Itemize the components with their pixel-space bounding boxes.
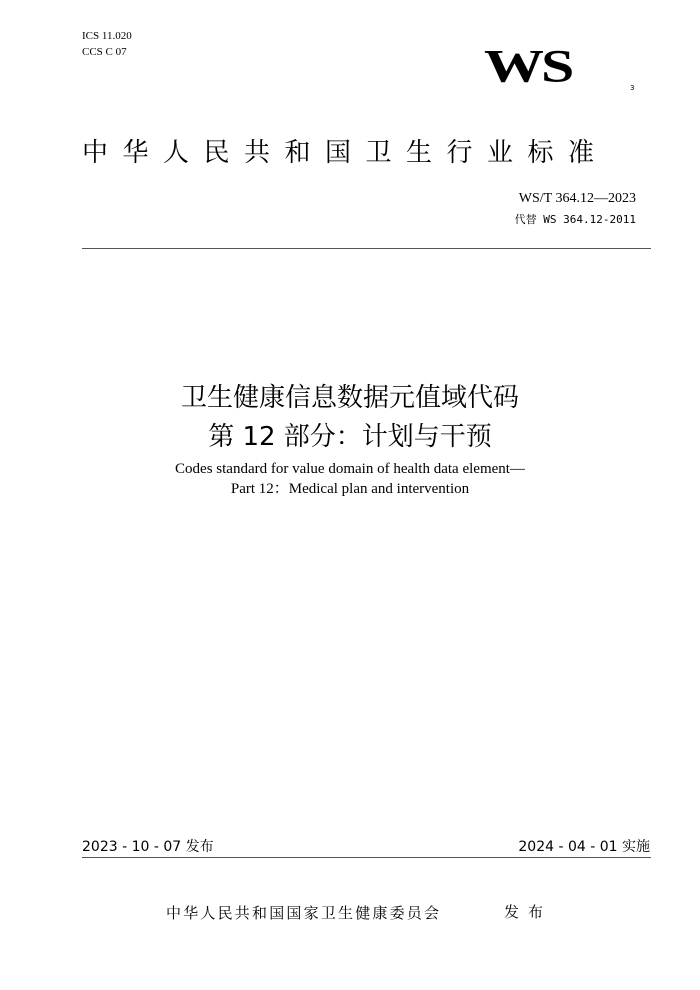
standard-number: WS/T 364.12—2023 — [518, 191, 636, 206]
document-title-en-line1: Codes standard for value domain of health data element— — [175, 461, 525, 477]
document-title-cn-line2: 第 12 部分：计划与干预 — [208, 422, 492, 452]
footer-divider — [82, 857, 651, 858]
replaces-note: 代替 WS 364.12-2011 — [514, 213, 636, 226]
classification-codes — [82, 28, 132, 60]
ws-logo-mark: WS — [484, 40, 572, 92]
document-title-en-line2: Part 12：Medical plan and intervention — [230, 481, 470, 497]
ccs-code: CCS C 07 — [82, 46, 127, 58]
ws-logo — [484, 40, 635, 100]
ics-code: ICS 11.020 — [82, 30, 132, 42]
document-title-cn-line1: 卫生健康信息数据元值域代码 — [180, 383, 519, 413]
publication-date: 2023 - 10 - 07 发布 — [82, 839, 214, 855]
header-divider — [82, 248, 651, 249]
standard-type-heading: 中华人民共和国卫生行业标准 — [82, 138, 609, 168]
issue-label: 发布 — [504, 903, 553, 921]
implementation-date: 2024 - 04 - 01 实施 — [518, 839, 650, 855]
ws-logo-superscript: 3 — [630, 84, 635, 92]
issuing-authority: 中华人民共和国国家卫生健康委员会 — [166, 904, 442, 922]
